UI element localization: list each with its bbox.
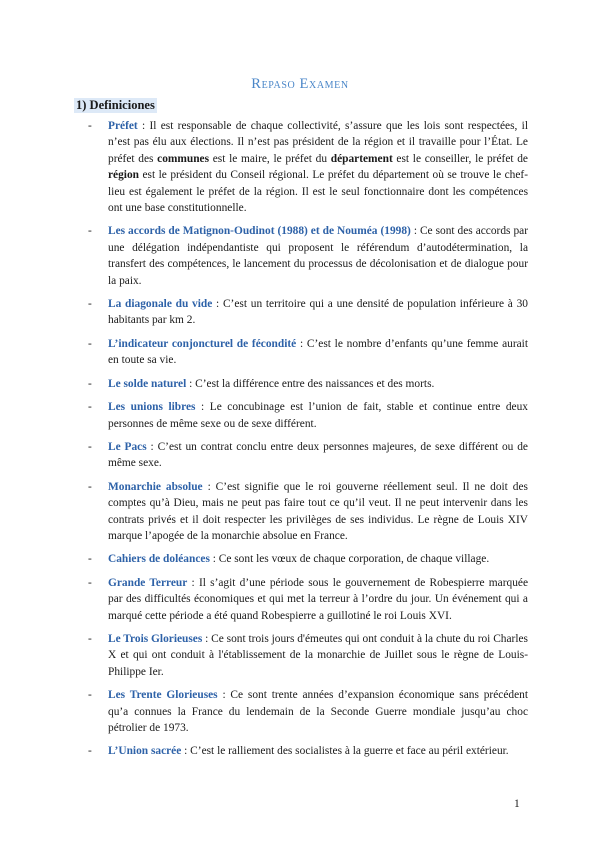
bullet: - (88, 480, 92, 493)
definition-term: Le solde naturel (108, 377, 187, 390)
definition-text: : C’est un territoire qui a une densité de population inférieure à 30 habitants par km 2. (108, 298, 528, 327)
bullet: - (88, 632, 92, 645)
definition-term: Le Pacs (108, 440, 147, 453)
definition-item (82, 551, 528, 567)
definition-item (82, 575, 528, 624)
definition-item (82, 376, 528, 392)
definition-item (82, 439, 528, 472)
definition-item (82, 743, 528, 759)
definition-item (82, 631, 528, 680)
bullet: - (88, 553, 92, 566)
definition-item (82, 479, 528, 545)
definition-item (82, 296, 528, 329)
definition-item (82, 118, 528, 216)
definition-text: est le maire, le préfet du (209, 152, 331, 165)
definition-term: La diagonale du vide (108, 298, 213, 311)
definition-text: : Le concubinage est l’union de fait, stable et continue entre deux personnes de même sexe ou de sexe différent. (108, 401, 528, 430)
definition-text: : C’est le ralliement des socialistes à la guerre et face au péril extérieur. (181, 745, 509, 758)
definition-term: Grande Terreur (108, 576, 188, 589)
definition-text: : C’est le nombre d’enfants qu’une femme aurait en toute sa vie. (108, 337, 528, 367)
definition-text: : C’est la différence entre des naissances et des morts. (186, 377, 435, 390)
bold-keyword: département (330, 152, 393, 165)
bullet: - (88, 120, 92, 132)
definition-item (82, 336, 528, 369)
bold-keyword: communes (157, 152, 210, 165)
definition-term: Les accords de Matignon-Oudinot (1988) et de Nouméa (1998) (108, 225, 411, 238)
definition-item (82, 399, 528, 432)
definition-term: Préfet (108, 120, 138, 132)
bullet: - (88, 225, 92, 238)
definitions-list (82, 118, 528, 767)
bullet: - (88, 440, 92, 453)
definition-text: : Ce sont trois jours d'émeutes qui ont conduit à la chute du roi Charles X et qui ont conduit à l'établissement de la monarchie de Juillet sous le règne de Louis-Philippe Ier. (108, 632, 528, 678)
definition-text: : Ce sont les vœux de chaque corporation, de chaque village. (209, 553, 490, 566)
definition-item (82, 223, 528, 289)
page-number: 1 (514, 798, 520, 810)
bullet: - (88, 377, 92, 390)
bullet: - (88, 689, 92, 702)
bullet: - (88, 576, 92, 589)
definition-term: Le Trois Glorieuses (108, 632, 203, 645)
definition-text: est le président du Conseil régional. Le préfet du département où se trouve le chef-lieu est également le préfet de la région. Il est le seul fonctionnaire dont les compétences ont une base constitutionnelle. (108, 169, 528, 215)
definition-text: : Ce sont trente années d’expansion économique sans précédent qu’a connues la France du lendemain de la Seconde Guerre mondiale jusqu’au choc pétrolier de 1973. (108, 689, 528, 734)
definition-term: L’Union sacrée (108, 745, 182, 758)
definition-text: : Ce sont des accords par une délégation indépendantiste qui proposent le référendum d’autodétermination, la transfert des compétences, le lancement du processus de décolonisation et de dialogue pour la paix. (108, 225, 528, 287)
definition-item (82, 687, 528, 736)
definition-text: : Il s’agit d’une période sous le gouvernement de Robespierre marquée par des difficultés économiques et qui met la terreur à l’ordre du jour. Un événement qui a marqué cette période a été quand Robespierre a guillotiné le roi Louis XVI. (108, 576, 528, 622)
definition-text: : C’est signifie que le roi gouverne réellement seul. Il ne doit des comptes qu’à Dieu, mais ne peut pas faire tout ce qu’il veut. Il ne peut intervenir dans les contrats privés et il doit respecter les privilèges de ses individus. Le règne de Louis XIV marque l’apogée de la monarchie absolue en France. (108, 480, 528, 542)
definition-text: est le conseiller, le préfet de (392, 152, 528, 165)
bullet: - (88, 401, 92, 414)
section-heading: 1) Definiciones (76, 98, 155, 112)
definition-text: : Il est responsable de chaque collectivité, s’assure que les lois sont respectées, il n’est pas élu aux élections. Il n’est pas président de la région et il travaille pour l’État. Le préfet des (108, 120, 528, 165)
definition-term: Cahiers de doléances (108, 553, 210, 566)
definition-term: Monarchie absolue (108, 480, 203, 493)
bullet: - (88, 298, 92, 311)
bullet: - (88, 745, 92, 758)
document-title: Repaso Examen (251, 76, 349, 92)
definition-text: : C’est un contrat conclu entre deux personnes majeures, de sexe différent ou de même sexe. (108, 440, 528, 470)
definition-term: Les unions libres (108, 401, 196, 414)
bullet: - (88, 337, 92, 350)
definition-term: Les Trente Glorieuses (108, 689, 218, 702)
definition-term: L’indicateur conjoncturel de fécondité (108, 337, 297, 350)
bold-keyword: région (108, 169, 140, 182)
